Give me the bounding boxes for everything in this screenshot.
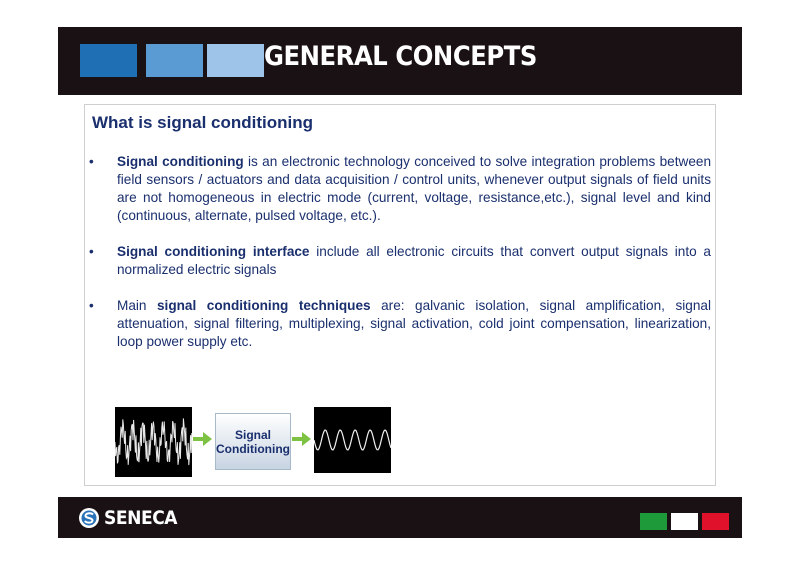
bullet-text: include all electronic circuits that convert output signals into a normalized electric signals: [117, 244, 711, 277]
flag-white: [671, 513, 698, 530]
content-panel: [84, 104, 716, 486]
header-bar: [58, 27, 742, 95]
logo-text: SENECA: [104, 507, 178, 529]
header-square-mid-blue: [146, 44, 203, 77]
header-square-light-blue: [207, 44, 264, 77]
page-title: GENERAL CONCEPTS: [264, 41, 537, 72]
section-title: What is signal conditioning: [92, 113, 313, 132]
bullet-bold: Signal conditioning: [117, 154, 244, 169]
bullet-techniques: [85, 297, 711, 351]
flag-green: [640, 513, 667, 530]
noisy-waveform-icon: [115, 407, 192, 477]
arrow-right-icon: [292, 431, 312, 447]
header-square-dark-blue: [80, 44, 137, 77]
bullet-text: are: galvanic isolation, signal amplification, signal attenuation, signal filtering, multiplexing, signal activation, cold joint compensation, linearization, loop power supply etc.: [117, 298, 711, 349]
arrow-right-icon: [193, 431, 213, 447]
sine-waveform-icon: [314, 407, 391, 473]
signal-label: Signal: [234, 427, 271, 442]
bullet-bold: signal conditioning techniques: [156, 298, 371, 313]
conditioning-label: Conditioning: [216, 441, 290, 456]
seneca-logo: [78, 507, 185, 529]
clean-signal-image: [314, 407, 391, 473]
bullet-interface: [85, 243, 711, 279]
bullet-prefix: Main: [117, 298, 157, 313]
flag-red: [702, 513, 729, 530]
bullet-bold: Signal conditioning interface: [117, 244, 310, 259]
signal-diagram: [115, 407, 395, 477]
signal-conditioning-box: [215, 413, 291, 470]
seneca-logo-icon: [78, 507, 100, 529]
footer-bar: [58, 497, 742, 538]
noisy-signal-image: [115, 407, 192, 477]
bullet-signal-conditioning: [85, 153, 711, 225]
bullet-list: [85, 153, 711, 369]
bullet-text: is an electronic technology conceived to solve integration problems between field sensors / actuators and data acquisition / control units, whenever output signals of field units are not homogeneous in electric mode (current, voltage, resistance,etc.), signal level and kind (continuous, alternate, pulsed voltage, etc.).: [117, 154, 711, 223]
